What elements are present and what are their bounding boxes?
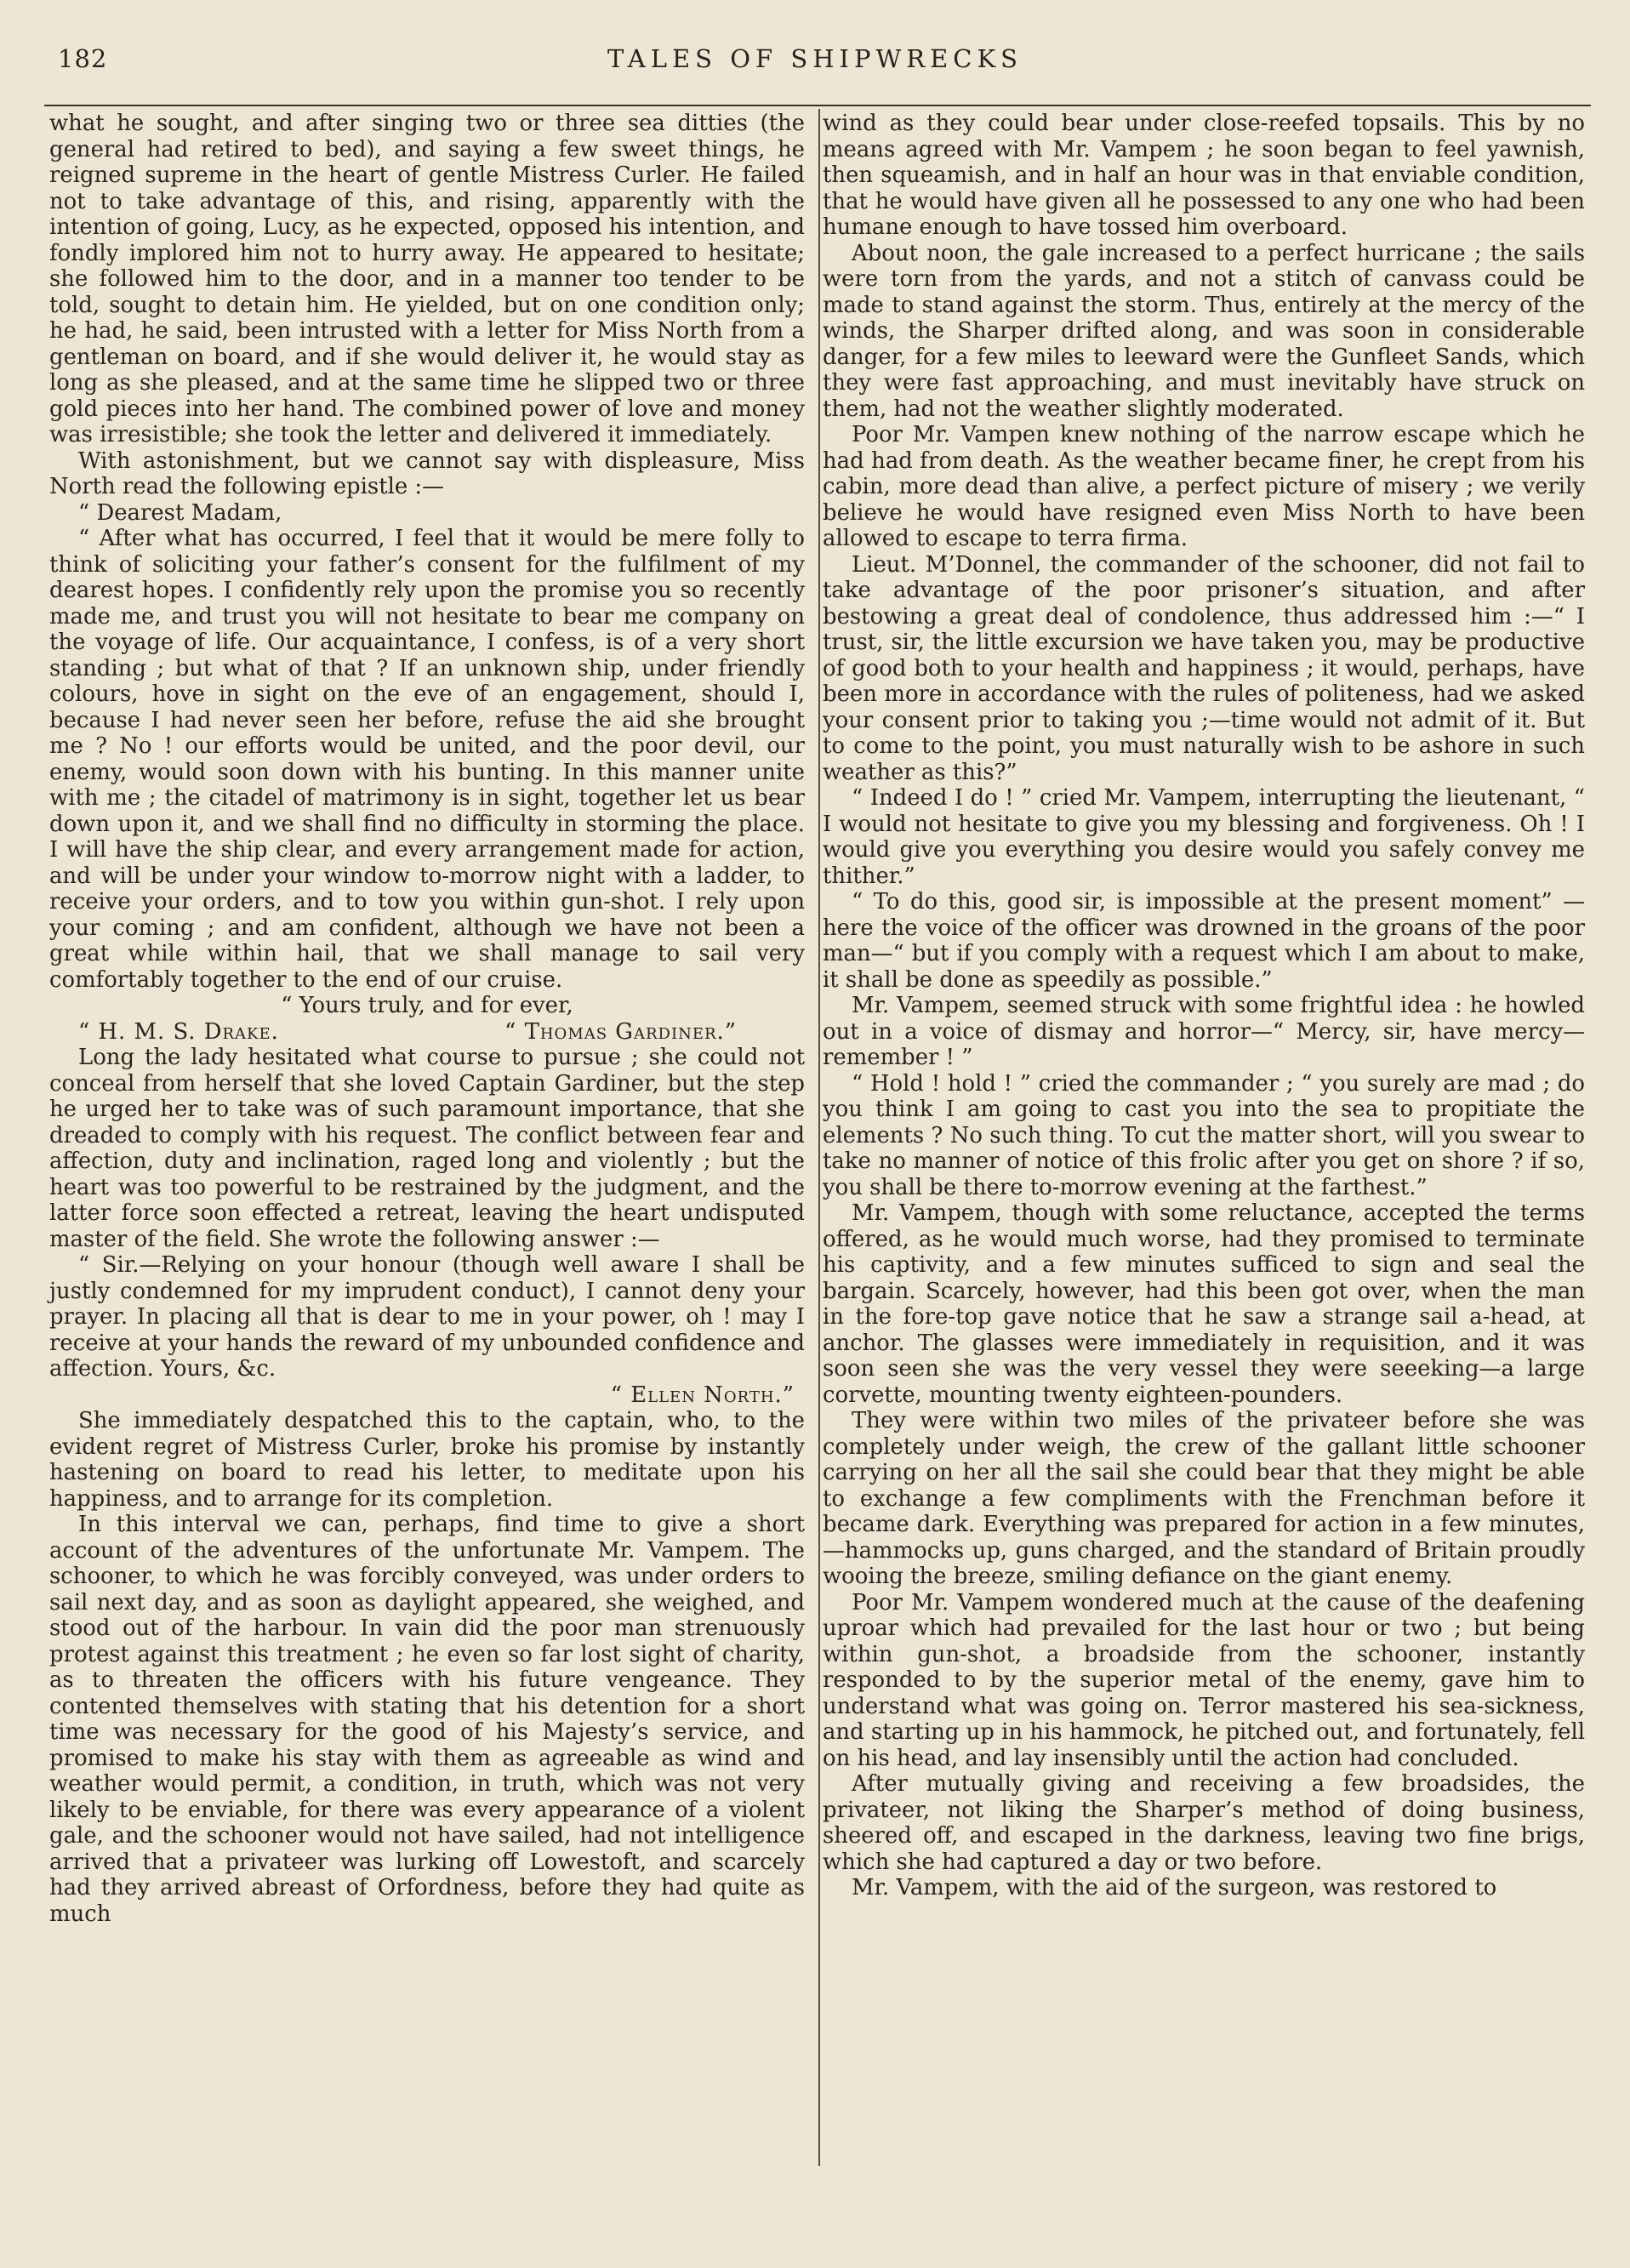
paragraph: About noon, the gale increased to a perfect hurricane ; the sails were torn from the yards, and not a stitch of canvass could be made to stand against the storm. Thus, entirely at the mercy of the winds, the Sharper drifted along, and was soon in considerable danger, for a few miles to leeward were the Gunfleet Sands, which they were fast approaching, and must inevitably have struck on them, had not the weather slightly moderated.: [823, 240, 1585, 422]
paragraph: With astonishment, but we cannot say with displeasure, Miss North read the following epistle :—: [49, 447, 805, 499]
paragraph: Long the lady hesitated what course to pursue ; she could not conceal from herself that she loved Captain Gardiner, but the step he urged her to take was of such paramount importance, that she dreaded to comply with his request. The conflict between fear and affection, duty and inclination, raged long and violently ; but the heart was too powerful to be restrained by the judgment, and the latter force soon effected a retreat, leaving the heart undisputed master of the field. She wrote the following answer :—: [49, 1045, 805, 1252]
paragraph: what he sought, and after singing two or three sea ditties (the general had retired to bed), and saying a few sweet things, he reigned supreme in the heart of gentle Mistress Curler. He failed not to take advantage of this, and rising, apparently with the intention of going, Lucy, as he expected, opposed his intention, and fondly implored him not to hurry away. He appeared to hesitate; she followed him to the door, and in a manner too tender to be told, sought to detain him. He yielded, but on one condition only; he had, he said, been intrusted with a letter for Miss North from a gentleman on board, and if she would deliver it, he would stay as long as she pleased, and at the same time he slipped two or three gold pieces into her hand. The combined power of love and money was irresistible; she took the letter and delivered it immediately.: [49, 111, 805, 447]
right-column: [823, 111, 1585, 1901]
paragraph: “ After what has occurred, I feel that it would be mere folly to think of soliciting your father’s consent for the fulfilment of my dearest hopes. I confidently rely upon the promise you so recently made me, and trust you will not hesitate to bear me company on the voyage of life. Our acquaintance, I confess, is of a very short standing ; but what of that ? If an unknown ship, under friendly colours, hove in sight on the eve of an engagement, should I, because I had never seen her before, refuse the aid she brought me ? No ! our efforts would be united, and the poor devil, our enemy, would soon down with his bunting. In this manner unite with me ; the citadel of matrimony is in sight, together let us bear down upon it, and we shall find no difficulty in storming the place. I will have the ship clear, and every arrangement made for action, and will be under your window to-morrow night with a ladder, to receive your orders, and to tow you within gun-shot. I rely upon your coming ; and am confident, although we have not been a great while within hail, that we shall manage to sail very comfortably together to the end of our cruise.: [49, 526, 805, 993]
left-column: [49, 111, 805, 1927]
signature-ship: “ H. M. S. Drake.: [78, 1018, 279, 1045]
paragraph: Mr. Vampem, though with some reluctance, accepted the terms offered, as he would much worse, had they promised to terminate his captivity, and a few minutes sufficed to sign and seal the bargain. Scarcely, however, had this been got over, when the man in the fore-top gave notice that he saw a strange sail a-head, at anchor. The glasses were immediately in requisition, and it was soon seen she was the very vessel they were seeeking—a large corvette, mounting twenty eighteen-pounders.: [823, 1200, 1585, 1408]
running-title: TALES OF SHIPWRECKS: [607, 44, 1023, 73]
paragraph: Poor Mr. Vampen knew nothing of the narrow escape which he had had from death. As the weather became finer, he crept from his cabin, more dead than alive, a perfect picture of misery ; we verily believe he would have resigned even Miss North to have been allowed to escape to terra firma.: [823, 422, 1585, 551]
paragraph: After mutually giving and receiving a few broadsides, the privateer, not liking the Sharper’s method of doing business, sheered off, and escaped in the darkness, leaving two fine brigs, which she had captured a day or two before.: [823, 1771, 1585, 1875]
page-number: 182: [58, 44, 108, 73]
header-rule: [44, 105, 1591, 106]
paragraph: “ Hold ! hold ! ” cried the commander ; “ you surely are mad ; do you think I am going to cast you into the sea to propitiate the elements ? No such thing. To cut the matter short, will you swear to take no manner of notice of this frolic after you get on shore ? if so, you shall be there to-morrow evening at the farthest.”: [823, 1070, 1585, 1200]
paragraph: Poor Mr. Vampem wondered much at the cause of the deafening uproar which had prevailed for the last hour or two ; but being within gun-shot, a broadside from the schooner, instantly responded to by the superior metal of the enemy, gave him to understand what was going on. Terror mastered his sea-sickness, and starting up in his hammock, he pitched out, and fortunately, fell on his head, and lay insensibly until the action had concluded.: [823, 1589, 1585, 1771]
paragraph: In this interval we can, perhaps, find time to give a short account of the adventures of the unfortunate Mr. Vampem. The schooner, to which he was forcibly conveyed, was under orders to sail next day, and as soon as daylight appeared, she weighed, and stood out of the harbour. In vain did the poor man strenuously protest against this treatment ; he even so far lost sight of charity, as to threaten the officers with his future vengeance. They contented themselves with stating that his detention for a short time was necessary for the good of his Majesty’s service, and promised to make his stay with them as agreeable as wind and weather would permit, a condition, in truth, which was not very likely to be enviable, for there was every appearance of a violent gale, and the schooner would not have sailed, had not intelligence arrived that a privateer was lurking off Lowestoft, and scarcely had they arrived abreast of Orfordness, before they had quite as much: [49, 1512, 805, 1927]
paragraph: She immediately despatched this to the captain, who, to the evident regret of Mistress Curler, broke his promise by instantly hastening on board to read his letter, to meditate upon his happiness, and to arrange for its completion.: [49, 1408, 805, 1512]
paragraph: They were within two miles of the privateer before she was completely under weigh, the crew of the gallant little schooner carrying on her all the sail she could bear that they might be able to exchange a few compliments with the Frenchman before it became dark. Everything was prepared for action in a few minutes,—hammocks up, guns charged, and the standard of Britain proudly wooing the breeze, smiling defiance on the giant enemy.: [823, 1408, 1585, 1589]
column-divider: [818, 109, 820, 2166]
page-header: [0, 44, 1630, 78]
signature-name: “ Thomas Gardiner.”: [504, 1018, 737, 1045]
paragraph: “ Sir.—Relying on your honour (though well aware I shall be justly condemned for my imprudent conduct), I cannot deny your prayer. In placing all that is dear to me in your power, oh ! may I receive at your hands the reward of my unbounded confidence and affection. Yours, &c.: [49, 1252, 805, 1382]
paragraph: “ Indeed I do ! ” cried Mr. Vampem, interrupting the lieutenant, “ I would not hesitate to give you my blessing and forgiveness. Oh ! I would give you everything you desire would you safely convey me thither.”: [823, 785, 1585, 889]
paragraph: “ Yours truly, and for ever,: [281, 993, 573, 1018]
paragraph: “ To do this, good sir, is impossible at the present moment” —here the voice of the officer was drowned in the groans of the poor man—“ but if you comply with a request which I am about to make, it shall be done as speedily as possible.”: [823, 889, 1585, 993]
paragraph: “ Dearest Madam,: [78, 499, 282, 526]
paragraph: [49, 1019, 805, 1046]
paragraph: Lieut. M’Donnel, the commander of the schooner, did not fail to take advantage of the poor prisoner’s situation, and after bestowing a great deal of condolence, thus addressed him :—“ I trust, sir, the little excursion we have taken you, may be productive of good both to your health and happiness ; it would, perhaps, have been more in accordance with the rules of politeness, had we asked your consent prior to taking you ;—time would not admit of it. But to come to the point, you must naturally wish to be ashore in such weather as this?”: [823, 551, 1585, 785]
paragraph: “ Ellen North.”: [610, 1382, 795, 1408]
paragraph: wind as they could bear under close-reefed topsails. This by no means agreed with Mr. Vampem ; he soon began to feel yawnish, then squeamish, and in half an hour was in that enviable condition, that he would have given all he possessed to any one who had been humane enough to have tossed him overboard.: [823, 111, 1585, 240]
paragraph: Mr. Vampem, seemed struck with some frightful idea : he howled out in a voice of dismay and horror—“ Mercy, sir, have mercy—remember ! ”: [823, 993, 1585, 1070]
paragraph: Mr. Vampem, with the aid of the surgeon, was restored to: [852, 1875, 1497, 1900]
